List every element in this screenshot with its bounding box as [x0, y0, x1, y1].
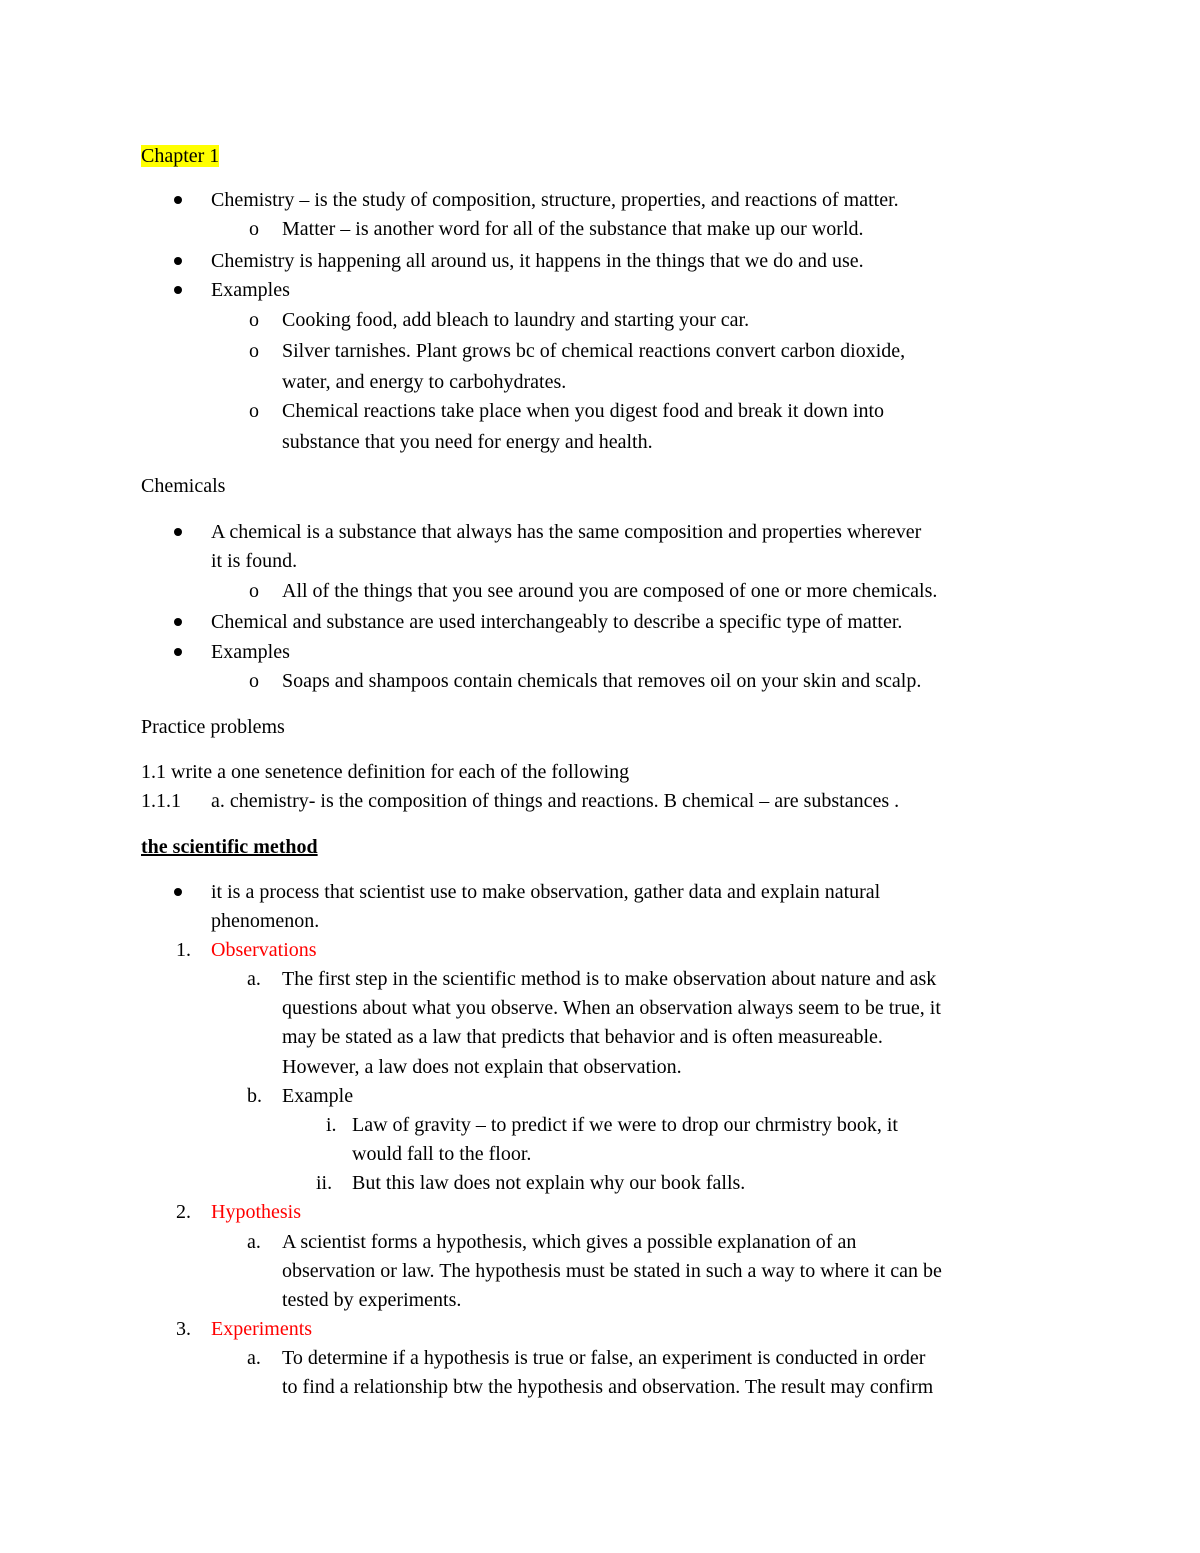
practice-line: a. chemistry- is the composition of things and reactions. B chemical – are substances . [211, 790, 900, 812]
sub-bullet-text: Matter – is another word for all of the substance that make up our world. [282, 218, 864, 240]
list-roman: ii. [316, 1172, 333, 1194]
section-heading: Practice problems [141, 716, 285, 738]
list-text: However, a law does not explain that observation. [282, 1056, 682, 1078]
step-heading: Hypothesis [211, 1201, 301, 1223]
section-heading: Chemicals [141, 475, 226, 497]
hollow-bullet-icon: o [249, 309, 259, 331]
list-number: 2. [176, 1201, 191, 1223]
hollow-bullet-icon: o [249, 670, 259, 692]
bullet-text: Chemistry – is the study of composition, structure, properties, and reactions of matter. [211, 189, 899, 211]
bullet-icon [174, 286, 182, 294]
list-letter: a. [247, 1347, 261, 1369]
bullet-icon [174, 888, 182, 896]
practice-line: 1.1 write a one senetence definition for each of the following [141, 761, 630, 783]
list-letter: b. [247, 1085, 262, 1107]
list-letter: a. [247, 1231, 261, 1253]
bullet-icon [174, 528, 182, 536]
chapter-title-highlight: Chapter 1 [141, 145, 220, 167]
list-roman: i. [326, 1114, 337, 1136]
bullet-icon [174, 196, 182, 204]
bullet-text: Chemistry is happening all around us, it happens in the things that we do and use. [211, 250, 864, 272]
bullet-text: Chemical and substance are used interchangeably to describe a specific type of matter. [211, 611, 903, 633]
bullet-text: phenomenon. [211, 910, 320, 932]
bullet-icon [174, 257, 182, 265]
list-text: would fall to the floor. [352, 1143, 532, 1165]
list-text: may be stated as a law that predicts that behavior and is often measureable. [282, 1026, 883, 1048]
section-heading: the scientific method [141, 836, 318, 858]
list-text: to find a relationship btw the hypothesis and observation. The result may confirm [282, 1376, 934, 1398]
list-text: observation or law. The hypothesis must be stated in such a way to where it can be [282, 1260, 942, 1282]
bullet-text: it is found. [211, 550, 298, 572]
bullet-icon [174, 618, 182, 626]
list-text: questions about what you observe. When an observation always seem to be true, it [282, 997, 941, 1019]
list-text: But this law does not explain why our book falls. [352, 1172, 746, 1194]
list-text: Law of gravity – to predict if we were to drop our chrmistry book, it [352, 1114, 898, 1136]
hollow-bullet-icon: o [249, 580, 259, 602]
step-heading: Experiments [211, 1318, 313, 1340]
hollow-bullet-icon: o [249, 400, 259, 422]
list-text: The first step in the scientific method is to make observation about nature and ask [282, 968, 937, 990]
sub-bullet-text: Silver tarnishes. Plant grows bc of chemical reactions convert carbon dioxide, [282, 340, 906, 362]
list-text: To determine if a hypothesis is true or false, an experiment is conducted in order [282, 1347, 926, 1369]
bullet-text: A chemical is a substance that always has the same composition and properties wherever [211, 521, 922, 543]
bullet-icon [174, 648, 182, 656]
sub-bullet-text: water, and energy to carbohydrates. [282, 371, 567, 393]
sub-bullet-text: Chemical reactions take place when you digest food and break it down into [282, 400, 885, 422]
bullet-text: Examples [211, 641, 290, 663]
list-number: 3. [176, 1318, 191, 1340]
list-text: tested by experiments. [282, 1289, 462, 1311]
chapter-title [141, 142, 219, 172]
hollow-bullet-icon: o [249, 218, 259, 240]
list-number: 1. [176, 939, 191, 961]
sub-bullet-text: Soaps and shampoos contain chemicals that removes oil on your skin and scalp. [282, 670, 922, 692]
bullet-text: Examples [211, 279, 290, 301]
practice-number: 1.1.1 [141, 790, 181, 812]
hollow-bullet-icon: o [249, 340, 259, 362]
list-letter: a. [247, 968, 261, 990]
sub-bullet-text: All of the things that you see around you are composed of one or more chemicals. [282, 580, 938, 602]
bullet-text: it is a process that scientist use to make observation, gather data and explain natural [211, 881, 881, 903]
sub-bullet-text: substance that you need for energy and health. [282, 431, 653, 453]
step-heading: Observations [211, 939, 317, 961]
sub-bullet-text: Cooking food, add bleach to laundry and starting your car. [282, 309, 750, 331]
list-text: Example [282, 1085, 354, 1107]
list-text: A scientist forms a hypothesis, which gives a possible explanation of an [282, 1231, 857, 1253]
